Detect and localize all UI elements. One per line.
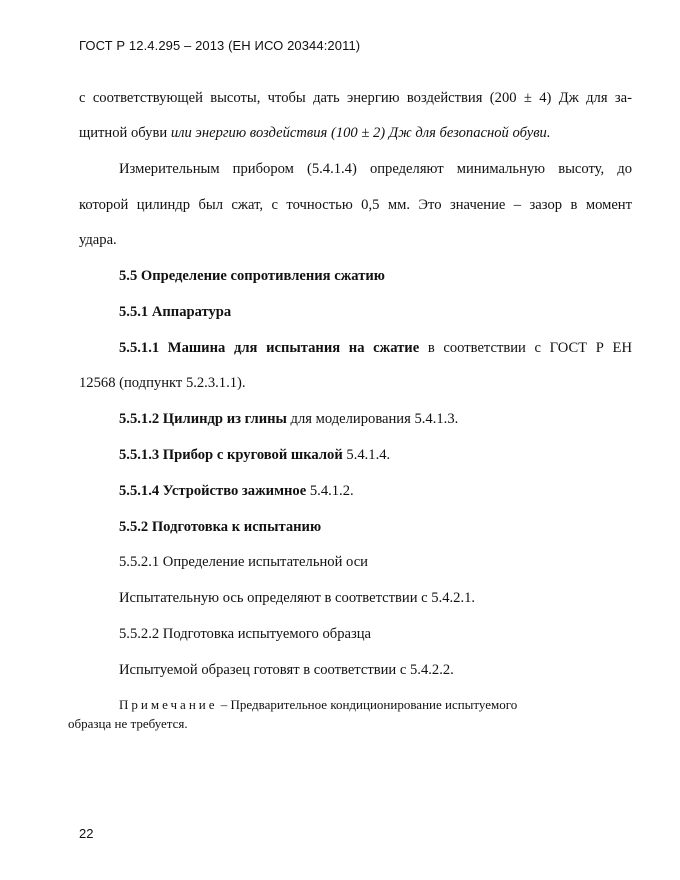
paragraph-line: Измерительным прибором (5.4.1.4) определяют минимальную высоту, до — [119, 161, 632, 177]
item-line — [119, 447, 390, 464]
paragraph-text: щитной обуви — [79, 125, 171, 141]
subsection-heading: 5.5.1 Аппаратура — [119, 304, 232, 320]
subsection-heading: 5.5.2 Подготовка к испытанию — [119, 519, 322, 535]
item-title: 5.5.1.4 Устройство зажимное — [119, 483, 307, 499]
item-title: 5.5.1.1 Машина для испытания на сжатие — [119, 340, 420, 356]
note-line: образца не требуется. — [68, 716, 188, 731]
note-line — [119, 697, 517, 713]
paragraph-line: Испытуемой образец готовят в соответствии с 5.4.2.2. — [119, 662, 454, 678]
item-text: в соответствии с ГОСТ Р ЕН — [419, 340, 632, 356]
item-line: 12568 (подпункт 5.2.3.1.1). — [79, 375, 246, 391]
page-number: 22 — [79, 826, 94, 841]
document-body — [68, 0, 632, 880]
item-line — [119, 483, 354, 500]
item-line — [119, 411, 458, 428]
document-header: ГОСТ Р 12.4.295 – 2013 (ЕН ИСО 20344:2011) — [79, 38, 361, 53]
item-title: 5.5.1.2 Цилиндр из глины — [119, 411, 287, 427]
paragraph-italic-text: или энергию воздействия (100 ± 2) Дж для безопасной обуви. — [170, 125, 551, 141]
item-text: 5.4.1.4. — [342, 447, 391, 463]
paragraph-line: удара. — [79, 232, 117, 248]
paragraph-line: с соответствующей высоты, чтобы дать энергию воздействия (200 ± 4) Дж для за- — [79, 90, 632, 106]
item-text: для моделирования 5.4.1.3. — [286, 411, 459, 427]
note-text: – Предварительное кондиционирование испытуемого — [217, 697, 518, 712]
paragraph-line: которой цилиндр был сжат, с точностью 0,5 мм. Это значение – зазор в момент — [79, 197, 632, 213]
subitem-heading: 5.5.2.2 Подготовка испытуемого образца — [119, 626, 372, 642]
paragraph-line — [79, 125, 551, 142]
item-title: 5.5.1.3 Прибор с круговой шкалой — [119, 447, 343, 463]
note-label: Примечание — [119, 697, 218, 712]
item-text: 5.4.1.2. — [306, 483, 354, 499]
subitem-heading: 5.5.2.1 Определение испытательной оси — [119, 554, 368, 570]
item-line — [119, 340, 632, 357]
section-heading: 5.5 Определение сопротивления сжатию — [119, 268, 385, 284]
paragraph-line: Испытательную ось определяют в соответствии с 5.4.2.1. — [119, 590, 476, 606]
